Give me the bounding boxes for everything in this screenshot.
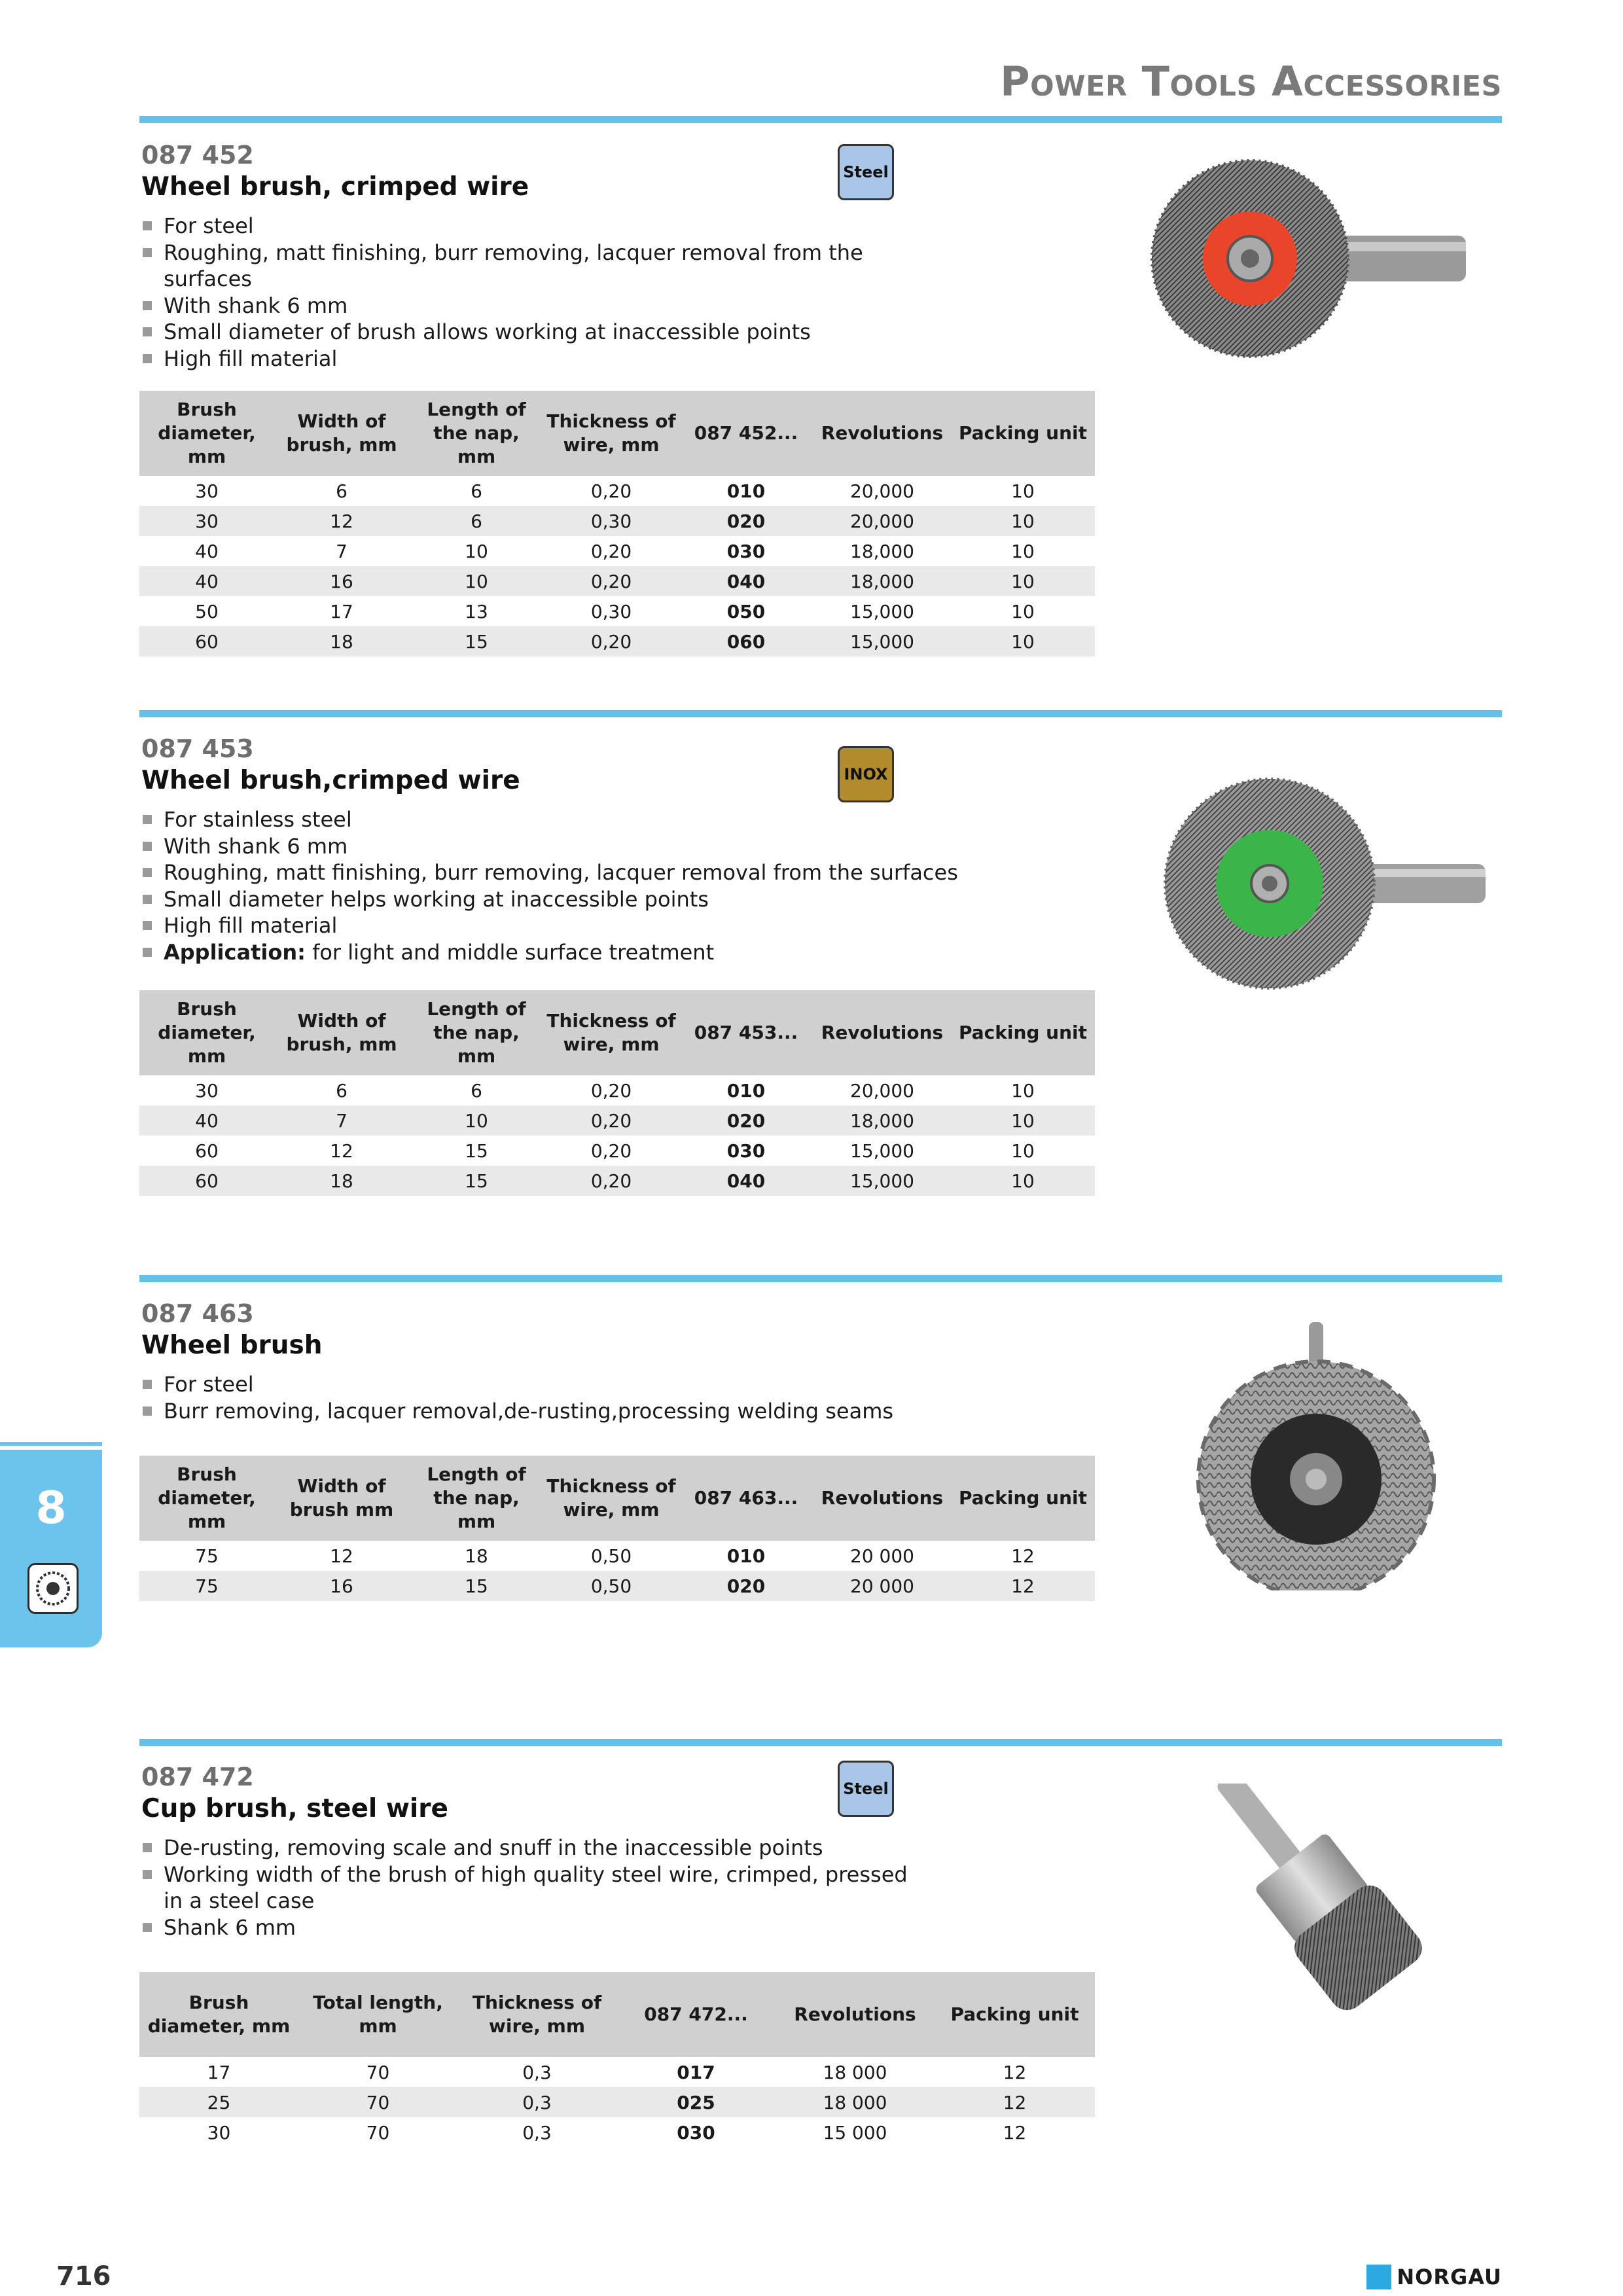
table-cell: 20 000 <box>850 1545 914 1567</box>
feature-item: With shank 6 mm <box>141 833 992 860</box>
table-header-row <box>139 990 1095 1075</box>
table-cell: 6 <box>471 1079 482 1102</box>
product-title: Wheel brush <box>141 1331 323 1360</box>
table-cell: 10 <box>1011 600 1035 622</box>
table-cell: 18,000 <box>850 540 914 562</box>
column-header: Packing unit <box>935 1972 1095 2057</box>
table-cell: 18,000 <box>813 566 951 596</box>
table-cell: 10 <box>951 506 1095 536</box>
table-cell: 0,20 <box>544 1105 679 1136</box>
table-cell: 6 <box>409 506 544 536</box>
feature-item: Shank 6 mm <box>141 1914 914 1941</box>
table-cell: 17 <box>330 600 353 622</box>
article-suffix-cell: 050 <box>726 600 766 622</box>
table-cell: 70 <box>298 2087 457 2117</box>
feature-item: Roughing, matt finishing, burr removing, lacquer removal from the surfaces <box>141 859 992 886</box>
table-cell: 18 000 <box>823 2061 887 2083</box>
feature-item: Roughing, matt finishing, burr removing, lacquer removal from the surfaces <box>141 240 914 293</box>
table-cell: 75 <box>195 1545 219 1567</box>
column-header: Thickness of wire, mm <box>457 1972 616 2057</box>
table-row <box>139 1541 1095 1571</box>
feature-list <box>141 213 914 372</box>
column-header: 087 453... <box>679 990 813 1075</box>
table-cell: 12 <box>330 1545 353 1567</box>
table-row <box>139 536 1095 566</box>
table-cell: 6 <box>336 480 348 502</box>
spec-table <box>139 391 1095 656</box>
table-cell: 0,30 <box>590 600 632 622</box>
table-cell: 15 <box>409 1571 544 1601</box>
application-label: Application: <box>164 939 306 965</box>
table-cell: 17 <box>207 2061 231 2083</box>
table-header-row <box>139 1972 1095 2057</box>
table-cell: 0,3 <box>522 2121 552 2144</box>
table-cell: 15,000 <box>813 1166 951 1196</box>
table-cell: 0,20 <box>590 1079 632 1102</box>
table-cell: 10 <box>951 1166 1095 1196</box>
table-cell: 0,50 <box>590 1545 632 1567</box>
spec-table <box>139 1972 1095 2147</box>
table-cell: 10 <box>409 566 544 596</box>
table-row <box>139 2117 1095 2147</box>
table-cell: 30 <box>195 480 219 502</box>
table-cell: 10 <box>465 540 488 562</box>
table-cell: 0,20 <box>590 480 632 502</box>
article-code: 087 472 <box>141 1763 254 1791</box>
table-cell: 0,20 <box>590 540 632 562</box>
table-row <box>139 1166 1095 1196</box>
column-header: Revolutions <box>813 391 951 476</box>
section-divider <box>139 710 1502 717</box>
table-cell: 60 <box>139 1166 274 1196</box>
table-cell: 15 <box>409 626 544 656</box>
table-row <box>139 626 1095 656</box>
feature-item: Working width of the brush of high quality steel wire, crimped, pressed in a steel case <box>141 1861 914 1914</box>
table-header-row <box>139 1456 1095 1541</box>
article-suffix-cell: 040 <box>679 1166 813 1196</box>
feature-list <box>141 806 992 965</box>
inox-badge <box>838 746 894 802</box>
article-suffix-cell: 010 <box>726 1545 766 1567</box>
table-cell: 15 <box>465 1139 488 1162</box>
table-cell: 12 <box>1003 2061 1027 2083</box>
table-row <box>139 476 1095 506</box>
table-cell: 15 000 <box>823 2121 887 2144</box>
article-suffix-cell: 030 <box>726 540 766 562</box>
table-cell: 15,000 <box>850 600 914 622</box>
table-cell: 70 <box>366 2061 390 2083</box>
table-cell: 12 <box>330 1139 353 1162</box>
column-header: 087 472... <box>616 1972 776 2057</box>
table-cell: 10 <box>1011 1079 1035 1102</box>
cup-brush-photo <box>1185 1784 1459 2019</box>
article-suffix-cell: 020 <box>679 1105 813 1136</box>
table-cell: 16 <box>274 566 409 596</box>
table-row <box>139 596 1095 626</box>
column-header: Brush diameter, mm <box>139 391 274 476</box>
table-cell: 20,000 <box>850 1079 914 1102</box>
column-header: Revolutions <box>813 990 951 1075</box>
wheel-brush-green-photo <box>1158 759 1499 1014</box>
column-header: Width of brush, mm <box>274 990 409 1075</box>
column-header: Thickness of wire, mm <box>544 990 679 1075</box>
column-header: Length of the nap, mm <box>409 990 544 1075</box>
feature-item: Small diameter of brush allows working at inaccessible points <box>141 319 914 346</box>
feature-item: For stainless steel <box>141 806 992 833</box>
chapter-tab[interactable] <box>0 1450 102 1647</box>
table-cell: 20 000 <box>813 1571 951 1601</box>
table-row <box>139 1136 1095 1166</box>
column-header: Brush diameter, mm <box>139 1456 274 1541</box>
application-text: for light and middle surface treatment <box>305 939 715 965</box>
spec-table <box>139 1456 1095 1601</box>
article-code: 087 463 <box>141 1299 254 1328</box>
steel-badge <box>838 1761 894 1817</box>
feature-item <box>141 939 992 966</box>
product-title: Cup brush, steel wire <box>141 1794 448 1823</box>
column-header: Length of the nap, mm <box>409 1456 544 1541</box>
article-suffix-cell: 010 <box>726 1079 766 1102</box>
column-header: Width of brush mm <box>274 1456 409 1541</box>
table-cell: 0,20 <box>544 1166 679 1196</box>
product-title: Wheel brush,crimped wire <box>141 766 520 795</box>
column-header: Thickness of wire, mm <box>544 1456 679 1541</box>
table-cell: 30 <box>207 2121 231 2144</box>
article-code: 087 452 <box>141 141 254 170</box>
column-header: 087 463... <box>679 1456 813 1541</box>
column-header: Total length, mm <box>298 1972 457 2057</box>
product-title: Wheel brush, crimped wire <box>141 172 529 202</box>
table-cell: 10 <box>1011 540 1035 562</box>
column-header: Revolutions <box>776 1972 935 2057</box>
table-cell: 70 <box>366 2121 390 2144</box>
twisted-wheel-brush-photo <box>1162 1316 1476 1590</box>
table-row <box>139 566 1095 596</box>
table-cell: 18 <box>274 626 409 656</box>
steel-badge <box>838 144 894 200</box>
table-cell: 6 <box>336 1079 348 1102</box>
table-cell: 18 <box>274 1166 409 1196</box>
feature-list <box>141 1371 992 1424</box>
table-cell: 40 <box>139 1105 274 1136</box>
feature-item: De-rusting, removing scale and snuff in the inaccessible points <box>141 1835 914 1861</box>
column-header: Length of the nap, mm <box>409 391 544 476</box>
table-cell: 16 <box>274 1571 409 1601</box>
table-cell: 15,000 <box>850 1139 914 1162</box>
logo-square-icon <box>1366 2265 1391 2289</box>
table-cell: 6 <box>471 480 482 502</box>
table-cell: 12 <box>274 506 409 536</box>
logo-text: NORGAU <box>1397 2265 1502 2289</box>
table-cell: 10 <box>1011 480 1035 502</box>
table-cell: 7 <box>274 1105 409 1136</box>
feature-item: Burr removing, lacquer removal,de-rusting,processing welding seams <box>141 1398 992 1425</box>
feature-item: For steel <box>141 1371 992 1398</box>
table-cell: 75 <box>139 1571 274 1601</box>
brand-logo <box>1366 2265 1502 2289</box>
table-cell: 60 <box>195 1139 219 1162</box>
table-row <box>139 2057 1095 2087</box>
table-row <box>139 1571 1095 1601</box>
column-header: Thickness of wire, mm <box>544 391 679 476</box>
table-cell: 25 <box>139 2087 298 2117</box>
table-cell: 12 <box>951 1571 1095 1601</box>
brush-wheel-icon <box>27 1563 79 1614</box>
table-header-row <box>139 391 1095 476</box>
table-cell: 12 <box>935 2087 1095 2117</box>
table-cell: 0,20 <box>544 566 679 596</box>
table-row <box>139 2087 1095 2117</box>
column-header: Packing unit <box>951 391 1095 476</box>
table-cell: 18 <box>465 1545 488 1567</box>
feature-list <box>141 1835 914 1941</box>
badge-label: Steel <box>843 163 889 181</box>
column-header: 087 452... <box>679 391 813 476</box>
table-cell: 12 <box>1011 1545 1035 1567</box>
feature-item: With shank 6 mm <box>141 293 914 319</box>
page-header-title: Power Tools Accessories <box>1000 58 1502 105</box>
table-cell: 20,000 <box>813 506 951 536</box>
badge-label: INOX <box>844 765 888 783</box>
table-cell: 0,3 <box>457 2087 616 2117</box>
table-cell: 10 <box>1011 1139 1035 1162</box>
badge-label: Steel <box>843 1780 889 1798</box>
wheel-brush-red-photo <box>1139 151 1479 373</box>
table-row <box>139 1075 1095 1105</box>
chapter-number: 8 <box>35 1482 67 1534</box>
table-cell: 18,000 <box>813 1105 951 1136</box>
table-row <box>139 506 1095 536</box>
feature-item: For steel <box>141 213 914 240</box>
table-cell: 13 <box>465 600 488 622</box>
table-cell: 40 <box>139 566 274 596</box>
table-cell: 7 <box>336 540 348 562</box>
table-cell: 20,000 <box>850 480 914 502</box>
section-divider <box>139 116 1502 123</box>
column-header: Brush diameter, mm <box>139 990 274 1075</box>
table-cell: 0,30 <box>544 506 679 536</box>
table-cell: 10 <box>951 626 1095 656</box>
article-suffix-cell: 020 <box>679 506 813 536</box>
table-cell: 12 <box>1003 2121 1027 2144</box>
table-cell: 15,000 <box>813 626 951 656</box>
table-cell: 10 <box>951 1105 1095 1136</box>
table-cell: 15 <box>409 1166 544 1196</box>
column-header: Width of brush, mm <box>274 391 409 476</box>
table-cell: 10 <box>409 1105 544 1136</box>
column-header: Revolutions <box>813 1456 951 1541</box>
article-suffix-cell: 025 <box>616 2087 776 2117</box>
spec-table <box>139 990 1095 1196</box>
article-suffix-cell: 030 <box>726 1139 766 1162</box>
table-cell: 0,20 <box>544 626 679 656</box>
article-suffix-cell: 030 <box>677 2121 715 2144</box>
article-suffix-cell: 060 <box>679 626 813 656</box>
table-cell: 60 <box>139 626 274 656</box>
table-row <box>139 1105 1095 1136</box>
column-header: Packing unit <box>951 990 1095 1075</box>
article-code: 087 453 <box>141 734 254 763</box>
table-cell: 50 <box>195 600 219 622</box>
section-divider <box>139 1275 1502 1282</box>
article-suffix-cell: 010 <box>726 480 766 502</box>
article-suffix-cell: 020 <box>679 1571 813 1601</box>
table-cell: 30 <box>139 506 274 536</box>
table-cell: 0,20 <box>590 1139 632 1162</box>
section-divider <box>139 1739 1502 1746</box>
table-cell: 18 000 <box>776 2087 935 2117</box>
feature-item: High fill material <box>141 912 992 939</box>
table-cell: 40 <box>195 540 219 562</box>
column-header: Packing unit <box>951 1456 1095 1541</box>
feature-item: High fill material <box>141 346 914 372</box>
table-cell: 0,50 <box>544 1571 679 1601</box>
article-suffix-cell: 017 <box>677 2061 715 2083</box>
article-suffix-cell: 040 <box>679 566 813 596</box>
table-cell: 30 <box>195 1079 219 1102</box>
page-number: 716 <box>56 2261 111 2291</box>
column-header: Brush diameter, mm <box>139 1972 298 2057</box>
table-cell: 10 <box>951 566 1095 596</box>
table-cell: 0,3 <box>522 2061 552 2083</box>
feature-item: Small diameter helps working at inaccessible points <box>141 886 992 913</box>
